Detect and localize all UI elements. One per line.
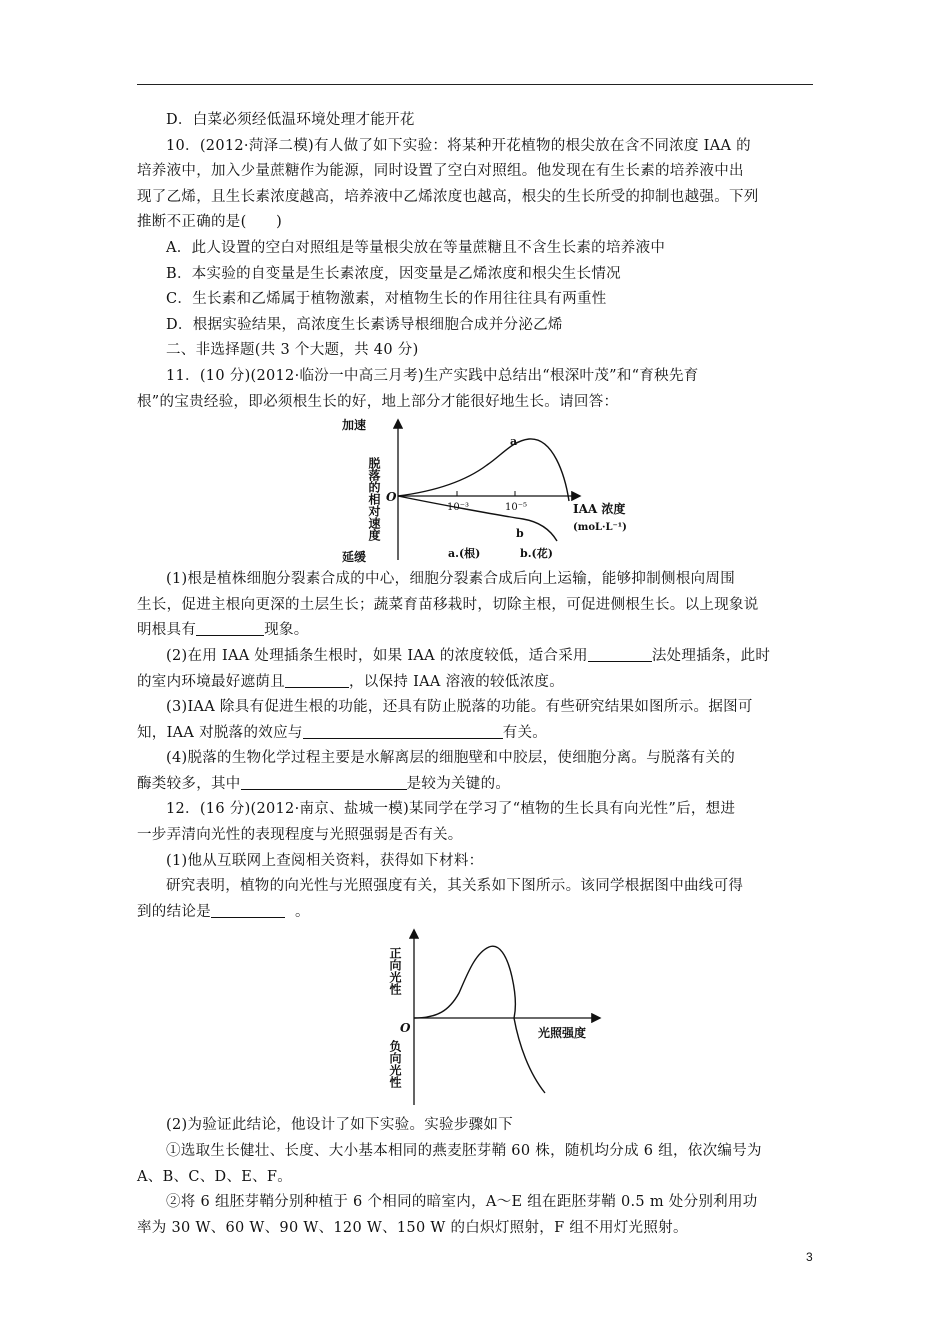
curve-b: [398, 496, 557, 541]
q12-sub2: (2)为验证此结论，他设计了如下实验。实验步骤如下: [166, 1117, 514, 1134]
page-number: 3: [806, 1250, 813, 1264]
q9-option-d: D．白菜必须经低温环境处理才能开花: [166, 112, 415, 128]
abscission-chart: [137, 415, 813, 567]
q12-stem-2: 一步弄清向光性的表现程度与光照强弱是否有关。: [137, 827, 463, 844]
q10-stem-1: 10．(2012·菏泽二模)有人做了如下实验：将某种开花植物的根尖放在含不同浓度 IAA 的: [166, 137, 751, 154]
q10-stem-3: 现了乙烯，且生长素浓度越高，培养液中乙烯浓度也越高，根尖的生长所受的抑制也越强。下列: [137, 188, 759, 205]
q10-option-c: C．生长素和乙烯属于植物激素，对植物生长的作用往往具有两重性: [166, 291, 607, 308]
q11-sub3-line1: (3)IAA 除具有促进生根的功能，还具有防止脱落的功能。有些研究结果如图所示。据图可: [166, 699, 753, 716]
phototropism-figure: [137, 925, 813, 1113]
y-top-label: 加速: [342, 418, 367, 433]
x-axis-label: 光照强度: [538, 1026, 587, 1041]
q11-sub4-line1: (4)脱落的生物化学过程主要是水解离层的细胞壁和中胶层，使细胞分离。与脱落有关的: [166, 750, 736, 767]
y-axis-label: 脱落的相对速度: [367, 457, 381, 542]
q11-sub2-line2: 的室内环境最好遮荫且 ，以保持 IAA 溶液的较低浓度。: [137, 670, 813, 696]
q11-sub1-line2: 生长，促进主根向更深的土层生长；蔬菜育苗移栽时，切除主根，可促进侧根生长。以上现象说: [137, 596, 759, 613]
q12-step2-line2: 率为 30 W、60 W、90 W、120 W、150 W 的白炽灯照射，F 组不用灯光照射。: [137, 1219, 688, 1236]
x-axis-unit: (moL·L⁻¹): [573, 522, 627, 534]
q10-stem-4: 推断不正确的是( ): [137, 214, 283, 231]
x-axis-label: IAA 浓度: [573, 502, 626, 517]
legend-a: a.(根): [448, 547, 481, 561]
q11-sub4-line2: 酶类较多，其中 是较为关键的。: [137, 772, 813, 798]
q12-step2-line1: ②将 6 组胚芽鞘分别种植于 6 个相同的暗室内，A～E 组在距胚芽鞘 0.5 m 处分别利用功: [166, 1194, 758, 1211]
origin-label: O: [400, 1021, 411, 1036]
page-content: [137, 108, 813, 1241]
header-rule: [137, 84, 813, 85]
answer-blank[interactable]: [241, 773, 407, 790]
answer-blank[interactable]: [588, 645, 652, 662]
section-2-heading: 二、非选择题(共 3 个大题，共 40 分): [166, 342, 419, 359]
origin-label: O: [386, 490, 397, 505]
answer-blank[interactable]: [196, 619, 264, 636]
q10-stem-2: 培养液中，加入少量蔗糖作为能源，同时设置了空白对照组。他发现在有生长素的培养液中出: [137, 163, 744, 180]
curve-a: [398, 439, 569, 501]
response-curve: [414, 947, 545, 1094]
q11-sub1-line3: 明根具有 现象。: [137, 618, 813, 644]
q12-sub1: (1)他从互联网上查阅相关资料，获得如下材料：: [166, 852, 484, 869]
q12-sub1-line1: 研究表明，植物的向光性与光照强度有关，其关系如下图所示。该同学根据图中曲线可得: [166, 878, 744, 895]
q11-sub1-line1: (1)根是植株细胞分裂素合成的中心，细胞分裂素合成后向上运输，能够抑制侧根向周围: [166, 571, 736, 588]
y-top-label: 正向光性: [388, 947, 402, 996]
q11-stem-1: 11．(10 分)(2012·临汾一中高三月考)生产实践中总结出“根深叶茂”和“育秧先育: [166, 367, 699, 384]
q12-sub1-line2: 到的结论是 。: [137, 900, 813, 926]
answer-blank[interactable]: [285, 671, 349, 688]
answer-blank[interactable]: [211, 901, 285, 918]
q11-sub2-line1: (2)在用 IAA 处理插条生根时，如果 IAA 的浓度较低，适合采用 法处理插条，此时: [137, 644, 813, 670]
q12-step1-line1: ①选取生长健壮、长度、大小基本相同的燕麦胚芽鞘 60 株，随机均分成 6 组，依次编号为: [166, 1143, 762, 1160]
q10-option-b: B．本实验的自变量是生长素浓度，因变量是乙烯浓度和根尖生长情况: [166, 265, 621, 282]
q10-option-a: A．此人设置的空白对照组是等量根尖放在等量蔗糖且不含生长素的培养液中: [166, 239, 666, 256]
q10-option-d: D．根据实验结果，高浓度生长素诱导根细胞合成并分泌乙烯: [166, 316, 563, 333]
legend-b: b.(花): [520, 547, 553, 561]
x-tick-label-1: 10⁻³: [447, 502, 470, 514]
q12-stem-1: 12．(16 分)(2012·南京、盐城一模)某同学在学习了“植物的生长具有向光性”后，想进: [166, 801, 736, 818]
q12-step1-line2: A、B、C、D、E、F。: [137, 1168, 293, 1185]
phototropism-chart: [137, 925, 813, 1113]
series-b-label: b: [516, 527, 524, 541]
series-a-label: a: [510, 435, 518, 449]
y-bottom-label: 负向光性: [388, 1040, 402, 1089]
q11-stem-2: 根”的宝贵经验，即必须根生长的好，地上部分才能很好地生长。请回答：: [137, 393, 619, 410]
q11-sub3-line2: 知，IAA 对脱落的效应与 有关。: [137, 721, 813, 747]
x-tick-label-2: 10⁻⁵: [505, 502, 528, 514]
answer-blank[interactable]: [303, 722, 503, 739]
y-bottom-label: 延缓: [342, 550, 367, 565]
abscission-figure: [137, 415, 813, 567]
